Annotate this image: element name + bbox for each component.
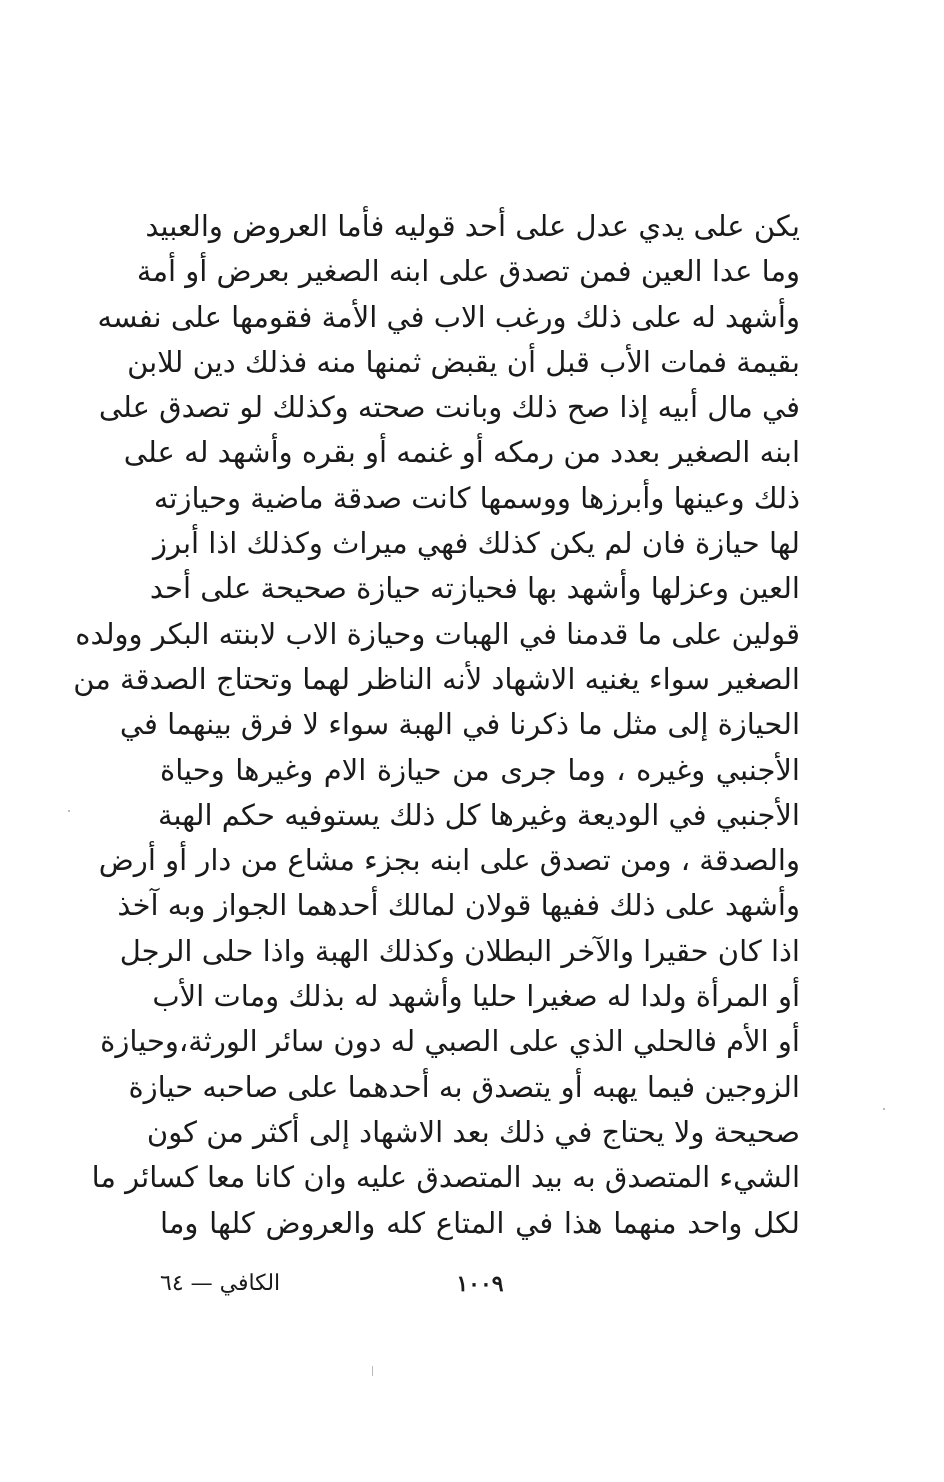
text-line: وأشهد له على ذلك ورغب الاب في الأمة فقومها على نفسه xyxy=(97,299,800,334)
text-line: الزوجين فيما يهبه أو يتصدق به أحدهما على صاحبه حيازة xyxy=(128,1069,800,1104)
text-line: وما عدا العين فمن تصدق على ابنه الصغير بعرض أو أمة xyxy=(136,254,800,289)
signature-mark: الكافي — ٦٤ xyxy=(160,1271,281,1296)
text-line: صحيحة ولا يحتاج في ذلك بعد الاشهاد إلى أكثر من كون xyxy=(146,1114,800,1149)
text-line: اذا كان حقيرا والآخر البطلان وكذلك الهبة واذا حلى الرجل xyxy=(119,933,800,968)
text-line: وأشهد على ذلك ففيها قولان لمالك أحدهما الجواز وبه آخذ xyxy=(117,888,800,923)
text-line: لها حيازة فان لم يكن كذلك فهي ميراث وكذلك اذا أبرز xyxy=(152,526,800,561)
text-line: ابنه الصغير بعدد من رمكه أو غنمه أو بقره وأشهد له على xyxy=(123,435,800,470)
page-number: ١٠٠٩ xyxy=(456,1271,504,1297)
scan-speck xyxy=(68,810,70,812)
body-text xyxy=(73,204,800,1246)
text-line: يكن على يدي عدل على أحد قوليه فأما العروض والعبيد xyxy=(145,209,800,243)
text-line: بقيمة فمات الأب قبل أن يقبض ثمنها منه فذلك دين للابن xyxy=(127,344,800,379)
text-line: لكل واحد منهما هذا في المتاع كله والعروض كلها وما xyxy=(160,1205,800,1240)
text-line: الأجنبي وغيره ، وما جرى من حيازة الام وغيرها وحياة xyxy=(160,752,800,787)
scan-speck xyxy=(372,1366,373,1376)
text-line: الحيازة إلى مثل ما ذكرنا في الهبة سواء لا فرق بينهما في xyxy=(119,707,800,742)
text-line: قولين على ما قدمنا في الهبات وحيازة الاب لابنته البكر وولده xyxy=(75,616,800,651)
text-line: ذلك وعينها وأبرزها ووسمها كانت صدقة ماضية وحيازته xyxy=(153,480,800,515)
text-line: الصغير سواء يغنيه الاشهاد لأنه الناظر لهما وتحتاج الصدقة من xyxy=(73,661,800,696)
text-line: أو المرأة ولدا له صغيرا حليا وأشهد له بذلك ومات الأب xyxy=(152,979,800,1014)
scan-speck xyxy=(883,1108,885,1110)
text-line: في مال أبيه إذا صح ذلك وبانت صحته وكذلك لو تصدق على xyxy=(98,390,800,425)
text-line: العين وعزلها وأشهد بها فحيازته حيازة صحيحة على أحد xyxy=(149,571,800,606)
text-line: الأجنبي في الوديعة وغيرها كل ذلك يستوفيه حكم الهبة xyxy=(157,797,800,832)
text-line: والصدقة ، ومن تصدق على ابنه بجزء مشاع من دار أو أرض xyxy=(98,843,800,878)
text-line: أو الأم فالحلي الذي على الصبي له دون سائر الورثة،وحيازة xyxy=(100,1024,800,1059)
text-line: الشيء المتصدق به بيد المتصدق عليه وان كانا معا كسائر ما xyxy=(91,1160,800,1195)
